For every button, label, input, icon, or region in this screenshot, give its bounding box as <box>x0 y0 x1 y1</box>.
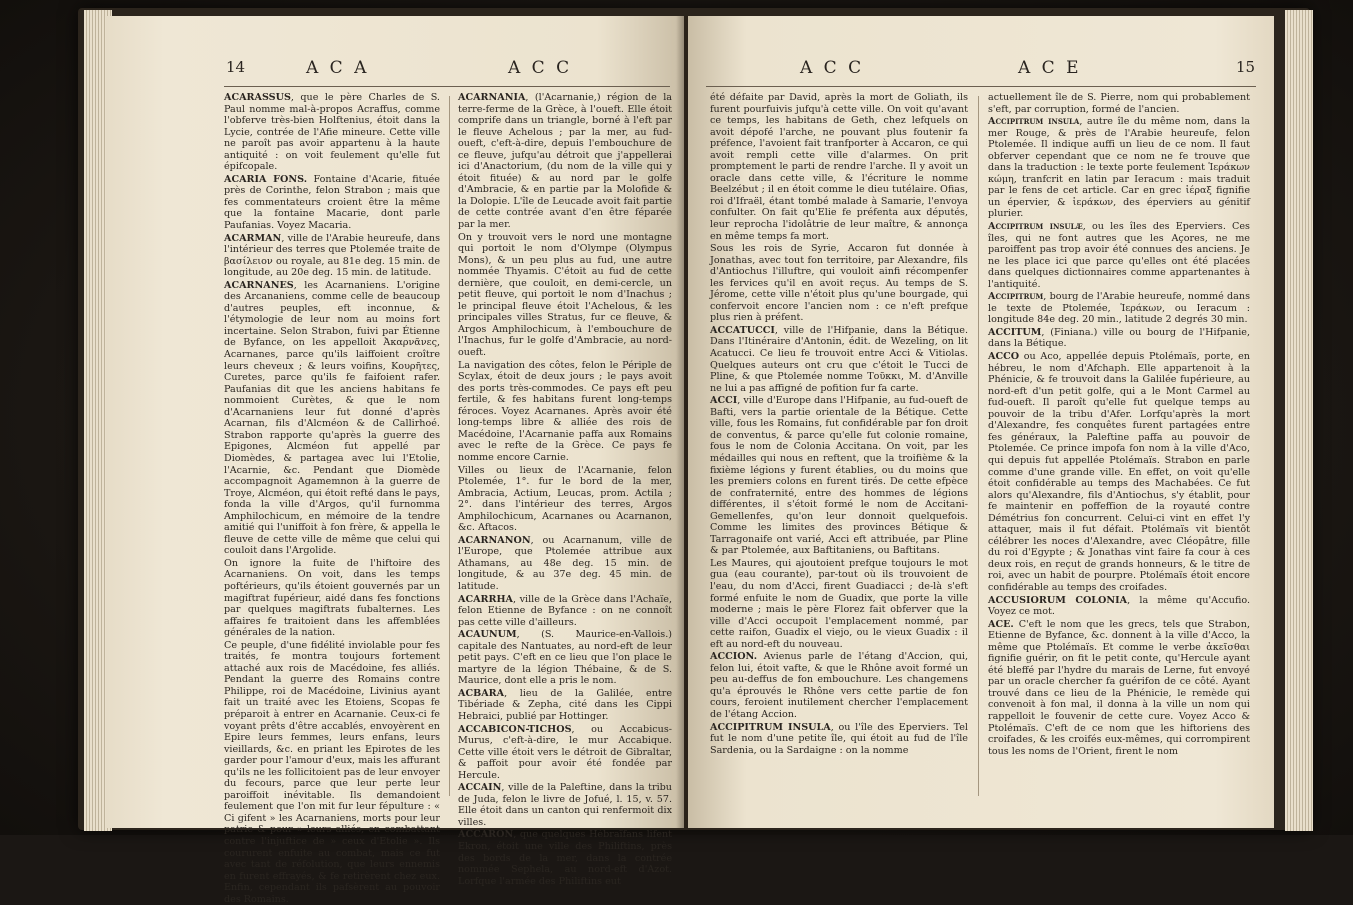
dictionary-entry <box>710 651 968 720</box>
dictionary-entry <box>988 291 1250 326</box>
entry-text: , ou l'île des Eperviers. Tel fut le nom d'une petite île, qui étoit au fud de l'île Sardenia, ou la Sardaigne : on la nomme <box>710 721 968 756</box>
entry-headword: ACARRHA <box>458 593 513 605</box>
text-column-1 <box>224 92 440 905</box>
entry-text: , ville de la Paleftine, dans la tribu de Juda, felon le livre de Jofué, l. 15, v. 57. Elle étoit dans un canton qui renfermoit dix villes. <box>458 782 672 828</box>
head-word-right: A C E <box>1018 58 1082 78</box>
entry-text: été défaite par David, après la mort de Goliath, ils furent pourfuivis jufqu'à cette ville. On voit qu'avant ce temps, les habitans de Geth, chez lefquels on avoit dépofé l'arche, ne pouvant plus foutenir fa préfence, l'avoient fait tranfporter à Accaron, ce qui avoit rempli cette ville d'alarmes. On prit promptement le parti de rendre l'arche. Il y avoit un oracle dans cette ville, & l'écriture le nomme Beelzébut ; il en étoit comme le dieu tutélaire. Ofias, roi d'Ifraël, étant tombé malade à Samarie, l'envoya confulter. On fait qu'Elie fe préfenta aux députés, leur reprocha l'idolâtrie de leur maître, & annonça en même temps fa mort. <box>710 92 968 242</box>
entry-headword: Accipitrum <box>988 291 1044 303</box>
dictionary-entry <box>710 92 968 242</box>
entry-headword: ACCITUM <box>988 326 1042 338</box>
entry-headword: ACCUSIORUM COLONIA <box>988 594 1128 606</box>
dictionary-entry <box>458 360 672 464</box>
entry-text: , (l'Acarnanie,) région de la terre-ferme de la Grèce, à l'oueft. Elle étoit comprife dans un triangle, borné à l'eft par le fleuve Achelous ; par la mer, au fud-oueft, c'eft-à-dire, depuis l'embouchure de ce fleuve, jufqu'au détroit que j'appellerai ici d'Anactorium, (du nom de la ville qui y étoit fituée) & au nord par le golfe d'Ambracie, & en partie par la Molofide & la Dolopie. L'île de Leucade avoit fait partie de cette contrée avant d'en être féparée par la mer. <box>458 92 672 231</box>
dictionary-entry <box>458 782 672 828</box>
entry-text: , ville de l'Hifpanie, dans la Bétique. Dans l'Itinéraire d'Antonin, édit. de Wezeling, on lit Acatucci. Ce lieu fe trouvoit entre Acci & Vitiolas. Quelques auteurs ont cru que c'étoit le Tucci de Pline, & que Ptolemée nomme Τοῦκκι, M. d'Anville ne lui a pas affigné de pofition fur fa carte. <box>710 324 968 394</box>
dictionary-entry <box>224 92 440 173</box>
entry-headword: ACARNANON <box>458 534 531 546</box>
head-rule <box>224 86 670 87</box>
right-page <box>688 16 1274 828</box>
entry-text: , (Finiana.) ville ou bourg de l'Hifpanie, dans la Bétique. <box>988 326 1250 350</box>
entry-headword: ACCAIN <box>458 782 502 794</box>
entry-text: , bourg de l'Arabie heureufe, nommé dans le texte de Ptolemée, Ἱεράκων, ou Ieracum : longitude 84e deg. 20 min., latitude 2 degrés 30 min. <box>988 291 1250 326</box>
dictionary-entry <box>710 325 968 394</box>
dictionary-entry <box>458 465 672 534</box>
dictionary-entry <box>458 829 672 887</box>
entry-text: Avienus parle de l'étang d'Accion, qui, felon lui, étoit vafte, & que le Rhône avoit formé un peu au-deffus de fon embouchure. Les changemens qu'a éprouvés le Rhône vers cette partie de fon cours, feroient inutilement chercher l'emplacement de l'étang Accion. <box>710 651 968 720</box>
entry-text: , (S. Maurice-en-Vallois.) capitale des Nantuates, au nord-eft de leur petit pays. C'eft en ce lieu que l'on place le martyre de la légion Thébaine, & de S. Maurice, dont elle a pris le nom. <box>458 629 672 687</box>
entry-text: , ville d'Europe dans l'Hifpanie, au fud-oueft de Bafti, vers la partie orientale de la Bétique. Cette ville, fous les Romains, fut confidérable par fon droit de conventus, & parce qu'elle fut colonie romaine, fous le nom de Colonia Accitana. On voit, par les médailles qui nous en reftent, que la troifième & la fixième légions y furent établies, ou du moins que les premiers colons en furent tirés. De cette efpèce de confraternité, entre des hommes de légions différentes, il s'étoit formé le nom de Accitani-Gemellenfes, qu'on leur donnoit quelquefois. Comme les limites des provinces Bétique & Tarragonaife ont varié, Acci eft attribuée, par Pline & par Ptolemée, aux Baftitaniens, ou Baftitans. <box>710 395 968 557</box>
entry-headword: ACCO <box>988 351 1020 363</box>
left-page <box>106 16 684 905</box>
entry-text: , ville de l'Arabie heureufe, dans l'intérieur des terres que Ptolemée traite de βασίλειον ou royale, au 81e deg. 15 min. de longitude, au 20e deg. 15 min. de latitude. <box>224 232 440 279</box>
entry-headword: ACARMAN <box>224 232 282 244</box>
text-column-1 <box>710 92 968 812</box>
entry-text: C'eft le nom que les grecs, tels que Strabon, Etienne de Byfance, &c. donnent à la ville d'Acco, la même que Ptolémaïs. Et comme le verbe ἀκεῖσθαι fignifie guérir, on fit le petit conte, qu'Hercule ayant été bleffé par l'hydre du marais de Lerne, fut envoyé par un oracle chercher fa guérifon de ce côté. Ayant trouvé dans ce lieu de la Phénicie, le remède qui convenoit à fon mal, il donna à la ville un nom qui rappelloit le fouvenir de cette cure. Voyez Acco & Ptolémaïs. C'eft de ce nom que les hiftoriens des croifades, & les croifés eux-mêmes, qui corrompirent tous les noms de l'Orient, firent le nom <box>988 618 1250 757</box>
entry-text: On y trouvoit vers le nord une montagne qui portoit le nom d'Olympe (Olympus Mons), & un peu plus au fud, une autre nommée Thyamis. C'étoit au fud de cette dernière, que couloit, en demi-cercle, un petit fleuve, qui portoit le nom d'Inachus ; le principal fleuve étoit l'Achelous, & les principales villes Stratus, fur ce fleuve, & Argos Amphilochicum, à l'embouchure de l'Inachus, fur le golfe d'Ambracie, au nord-oueft. <box>458 231 672 359</box>
page-number: 14 <box>226 58 246 76</box>
dictionary-entry <box>224 174 440 232</box>
entry-text: On ignore la fuite de l'hiftoire des Acarnaniens. On voit, dans les temps poftérieurs, qu'ils étoient gouvernés par un magiftrat fupérieur, aidé dans fes fonctions par quelques magiftrats fubalternes. Les affaires fe traitoient dans les affemblées générales de la nation. <box>224 557 440 639</box>
head-word-right: A C C <box>508 58 573 78</box>
entry-text: Villes ou lieux de l'Acarnanie, felon Ptolemée, 1°. fur le bord de la mer, Ambracia, Actium, Leucas, prom. Actila ; 2°. dans l'intérieur des terres, Argos Amphilochicum, Acarnanes ou Acarnanon, &c. Aftacos. <box>458 464 672 534</box>
entry-text: La navigation des côtes, felon le Périple de Scylax, étoit de deux jours ; le pays avoit des ports très-commodes. Ce pays eft peu fertile, & fes habitans furent long-temps féroces. Voyez Acarnanes. Après avoir été long-temps libre & alliée des rois de Macédoine, l'Acarnanie paffa aux Romains avec le refte de la Grèce. Ce pays fe nomme encore Carnie. <box>458 359 672 463</box>
dictionary-entry <box>224 233 440 279</box>
dictionary-entry <box>458 594 672 629</box>
dictionary-entry <box>710 722 968 757</box>
page-edges-right <box>1285 10 1313 831</box>
entry-headword: ACCION. <box>710 651 758 663</box>
column-divider <box>449 96 450 796</box>
entry-headword: ACCARON <box>458 829 514 841</box>
dictionary-entry <box>224 558 440 639</box>
entry-headword: ACBARA <box>458 687 505 699</box>
dictionary-entry <box>458 724 672 782</box>
entry-text: , que quelques Hébraïfans lifent Ekron, étoit une ville des Philiftins, près des bords de la mer, dans la contrée nommée Sephela, au nord-eft d'Azot. Lorfque l'armée des Philiftins eut <box>458 829 672 887</box>
entry-text: , que le père Charles de S. Paul nomme mal-à-propos Acraffus, comme l'obferve très-bien Holftenius, étoit dans la Lycie, contrée de l'Afie mineure. Cette ville ne paroît pas avoir appartenu à la haute antiquité : on voit feulement qu'elle fut épifcopale. <box>224 92 440 173</box>
running-head-left <box>106 58 684 82</box>
entry-headword: ACARNANES <box>224 279 294 291</box>
page-number: 15 <box>1236 58 1256 76</box>
dictionary-entry <box>458 232 672 359</box>
dictionary-entry <box>710 395 968 557</box>
entry-text: , autre île du même nom, dans la mer Rouge, & près de l'Arabie heureufe, felon Ptolemée. Il indique auffi un lieu de ce nom. Il faut obferver cependant que ce nom ne fe trouve que dans la traduction : le texte porte feulement Ἱεράκων κώμη, tranfcrit en latin par Ieracum : mais traduit par le fens de cet article. Car en grec ἱέραξ fignifie un épervier, & ἱεράκων, des éperviers au génitif plurier. <box>988 116 1250 220</box>
entry-text: Fontaine d'Acarie, fituée près de Corinthe, felon Strabon ; mais que fes commentateurs croient être la même que la fontaine Macarie, dont parle Paufanias. Voyez Macaria. <box>224 173 440 232</box>
dictionary-entry <box>224 640 440 905</box>
entry-text: , les Acarnaniens. L'origine des Arcananiens, comme celle de beaucoup d'autres peuples, eft inconnue, & l'étymologie de leur nom au moins fort incertaine. Selon Strabon, fuivi par Étienne de Byfance, on les appelloit Ἀκαρνᾶνες, Acarnanes, parce qu'ils laiffoient croître leurs cheveux ; & leurs voifins, Κουρῆτες, Curetes, parce qu'ils fe faifoient rafer. Paufanias dit que les anciens habitans fe nommoient Curètes, & que le nom d'Acarnaniens leur fut donné d'après Acarnan, fils d'Alcméon & de Callirhoé. Strabon rapporte qu'après la guerre des Epigones, Alcméon fut appellé par Diomèdes, & partagea avec lui l'Etolie, l'Acarnie, &c. Pendant que Diomède accompagnoit Agamemnon à la guerre de Troye, Alcméon, qui étoit refté dans le pays, fonda la ville d'Argos, qu'il furnomma Amphilochicum, en mémoire de la tendre amitié qui l'uniffoit à fon frère, & appella le fleuve de cette ville de même que celui qui couloit dans l'Argolide. <box>224 279 440 557</box>
head-word-left: A C A <box>306 58 370 78</box>
entry-text: ou Aco, appellée depuis Ptolémaïs, porte, en hébreu, le nom d'Afchaph. Elle appartenoit à la Phénicie, & fe trouvoit dans la Galilée fupérieure, au nord-eft d'un petit golfe, qui a le Mont Carmel au fud-oueft. Il paroît qu'elle fut quelque temps au pouvoir de la tribu d'Afer. Lorfqu'après la mort d'Alexandre, fes conquêtes furent partagées entre fes généraux, la Paleftine paffa au pouvoir de Ptolemée. Ce prince impofa fon nom à la ville d'Aco, qui depuis fut appellée Ptolémaïs. Strabon en parle comme d'une grande ville. En effet, on voit qu'elle étoit confidérable au temps des Machabées. Ce fut alors qu'Alexandre, fils d'Antiochus, s'y établit, pour fe maintenir en poffeffion de la royauté contre Démétrius fon concurrent. Celui-ci vint en effet l'y attaquer, mais il fut défait. Ptolémaïs vit bientôt célébrer les noces d'Alexandre, avec Cléopâtre, fille du roi d'Egypte ; & Jonathas vint faire fa cour à ces deux rois, en reçut de grands honneurs, & le titre de roi, avec un habit de pourpre. Ptolémaïs étoit encore confidérable au temps des croifades. <box>988 351 1250 593</box>
dictionary-entry <box>988 116 1250 220</box>
entry-headword: Accipitrum insulæ <box>988 221 1083 233</box>
entry-text: Sous les rois de Syrie, Accaron fut donnée à Jonathas, avec tout fon territoire, par Alexandre, fils d'Antiochus l'illuftre, qui vouloit ainfi récompenfer les fervices qu'il en avoit reçus. Au temps de S. Jérome, cette ville n'étoit plus qu'une bourgade, qui confervoit encore l'ancien nom : ce n'eft prefque plus rien à préfent. <box>710 243 968 324</box>
entry-headword: ACCI <box>710 395 738 407</box>
dictionary-entry <box>710 558 968 650</box>
text-column-2 <box>458 92 672 887</box>
entry-headword: ACE. <box>988 618 1014 630</box>
dictionary-entry <box>988 92 1250 115</box>
dictionary-entry <box>988 327 1250 350</box>
entry-text: , la même qu'Accufio. Voyez ce mot. <box>988 594 1251 618</box>
entry-headword: ACCATUCCI <box>710 324 775 336</box>
dictionary-entry <box>710 243 968 324</box>
entry-text: , lieu de la Galilée, entre Tibériade & Zepha, cité dans les Cippi Hebraici, publié par Hottinger. <box>458 687 672 722</box>
entry-text: Ce peuple, d'une fidélité inviolable pour fes traités, fe montra toujours fortement attaché aux rois de Macédoine, fes alliés. Pendant la guerre des Romains contre Philippe, roi de Macédoine, Livinius ayant fait un traité avec les Etoiens, Scopas fe préparoit à entrer en Acarnanie. Ceux-ci fe voyant prêts d'être accablés, envoyèrent en Epire leurs femmes, leurs enfans, leurs vieillards, &c. en priant les Epirotes de les garder pour l'amour d'eux, mais les affurant qu'ils ne les follicitoient pas de leur envoyer du fecours, parce que leur perte leur paroiffoit inévitable. Ils demandoient feulement que l'on mit fur leur fépulture : « Ci gifent » les Acarnaniens, morts pour leur patrie & pour » leurs alliés, en combattant contre l'injuftice de » ceux d'Etolie ». Ils coururent enfuite au combat, mais ce fut avec tant de réfolution, que leurs ennemis en furent effrayés, & fe retirèrent chez eux. Enfin, cependant ils pafsèrent au pouvoir des Romains. <box>224 639 440 905</box>
running-head-right <box>688 58 1274 82</box>
head-rule <box>706 86 1256 87</box>
entry-headword: ACAUNUM <box>458 629 517 641</box>
entry-text: actuellement île de S. Pierre, nom qui probablement s'eft, par corruption, formé de l'ancien. <box>988 92 1250 115</box>
entry-headword: Accipitrum insula <box>988 116 1080 128</box>
dictionary-entry <box>458 92 672 231</box>
entry-headword: ACARIA FONS. <box>224 173 308 185</box>
dictionary-entry <box>988 595 1250 618</box>
entry-text: Les Maures, qui ajoutoient prefque toujours le mot gua (eau courante), par-tout où ils trouvoient de l'eau, du nom d'Acci, firent Guadiacci ; de-là s'eft formé enfuite le nom de Guadix, que porte la ville moderne ; mais le père Florez fait obferver que la ville d'Acci occupoit l'emplacement nommé, par cette raifon, Guadix el viejo, ou le vieux Guadix : il eft au nord-eft du nouveau. <box>710 557 968 650</box>
entry-headword: ACCABICON-TICHOS <box>458 723 572 735</box>
dictionary-entry <box>224 280 440 557</box>
dictionary-entry <box>458 688 672 723</box>
text-column-2 <box>988 92 1250 812</box>
entry-text: , ou les îles des Eperviers. Ces îles, qui ne font autres que les Açores, ne me paroiffent pas trop avoir été connues des anciens. Je ne les place ici que parce qu'elles ont été placées dans quelques dictionnaires comme appartenantes à l'antiquité. <box>988 221 1250 290</box>
entry-text: , ou Acarnanum, ville de l'Europe, que Ptolemée attribue aux Athamans, au 48e deg. 15 min. de longitude, & au 37e deg. 45 min. de latitude. <box>458 534 672 592</box>
dictionary-entry <box>988 221 1250 290</box>
dictionary-entry <box>988 351 1250 593</box>
entry-text: , ville de la Grèce dans l'Achaïe, felon Etienne de Byfance : on ne connoît pas cette ville d'ailleurs. <box>458 593 672 628</box>
entry-headword: ACCIPITRUM INSULA <box>710 721 831 733</box>
dictionary-entry <box>458 535 672 593</box>
entry-headword: ACARNANIA <box>458 92 526 103</box>
entry-text: , ou Accabicus-Murus, c'eft-à-dire, le mur Accabique. Cette ville étoit vers le détroit de Gibraltar, & paffoit pour avoir été fondée par Hercule. <box>458 723 672 781</box>
dictionary-entry <box>458 629 672 687</box>
column-divider <box>978 96 979 796</box>
head-word-left: A C C <box>800 58 865 78</box>
dictionary-entry <box>988 619 1250 758</box>
entry-headword: ACARASSUS <box>224 92 291 103</box>
